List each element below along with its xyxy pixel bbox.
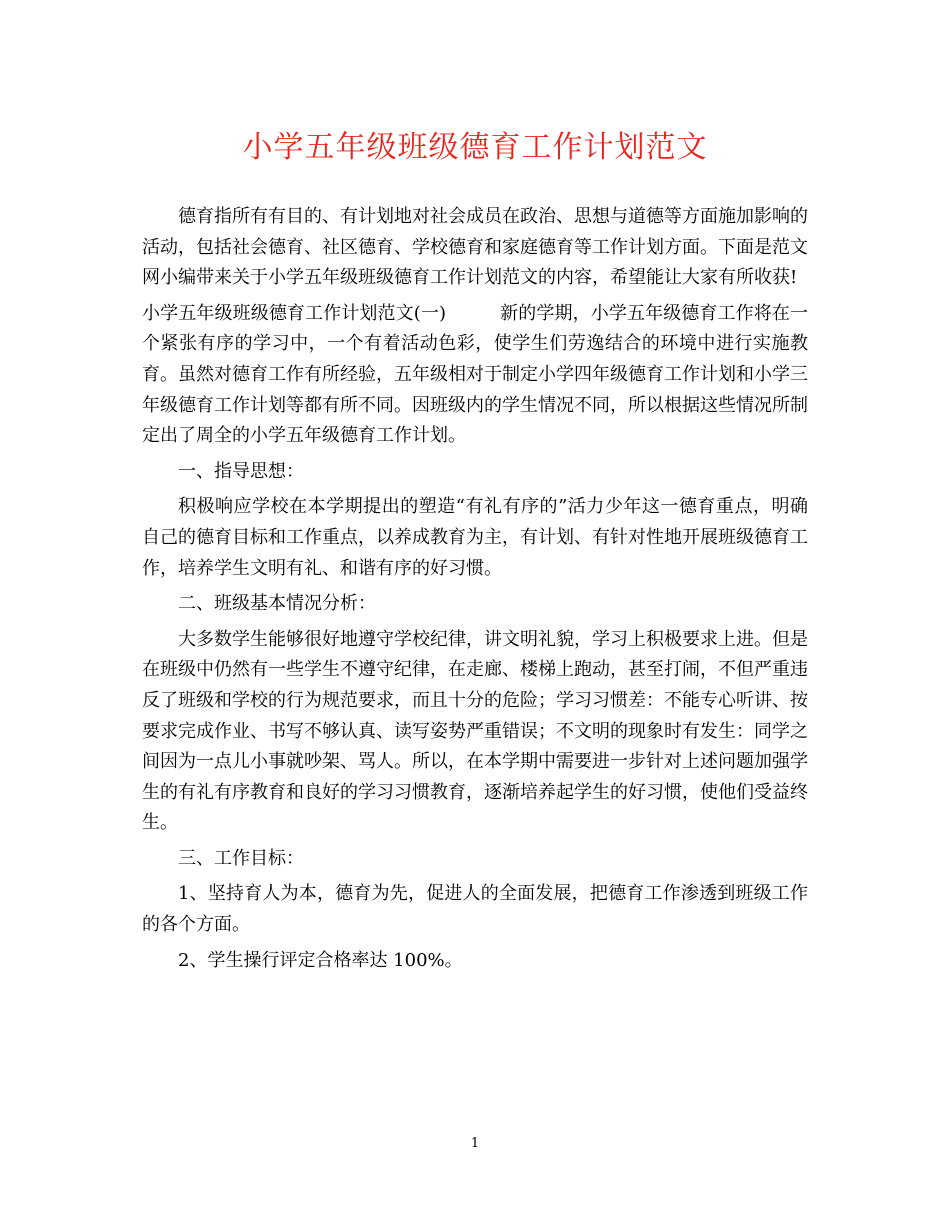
page-number: 1 xyxy=(470,1136,480,1151)
goal-item-1: 1、坚持育人为本，德育为先，促进人的全面发展，把德育工作渗透到班级工作的各个方面。 xyxy=(142,883,808,936)
paragraph-class-analysis: 大多数学生能够很好地遵守学校纪律，讲文明礼貌，学习上积极要求上进。但是在班级中仍然有一些学生不遵守纪律，在走廊、楼梯上跑动，甚至打闹，不但严重违反了班级和学校的行为规范要求，而且十分的危险；学习习惯差：不能专心听讲、按要求完成作业、书写不够认真、读写姿势严重错误；不文明的现象时有发生：同学之间因为一点儿小事就吵架、骂人。所以，在本学期中需要进一步针对上述问题加强学生的有礼有序教育和良好的学习习惯教育，逐渐培养起学生的好习惯，使他们受益终生。 xyxy=(142,628,808,834)
section-text: 新的学期，小学五年级德育工作将在一个紧张有序的学习中，一个有着活动色彩，使学生们劳逸结合的环境中进行实施教育。虽然对德育工作有所经验，五年级相对于制定小学四年级德育工作计划和小学三年级德育工作计划等都有所不同。因班级内的学生情况不同，所以根据这些情况所制定出了周全的小学五年级德育工作计划。 xyxy=(142,302,809,447)
heading-guiding-thought: 一、指导思想： xyxy=(178,460,304,482)
goal-item-2: 2、学生操行评定合格率达 100%。 xyxy=(178,949,463,971)
paragraph-guiding-thought: 积极响应学校在本学期提出的塑造“有礼有序的”活力少年这一德育重点，明确自己的德育目标和工作重点，以养成教育为主，有计划、有针对性地开展班级德育工作，培养学生文明有礼、和谐有序的好习惯。 xyxy=(142,496,808,579)
document-body xyxy=(142,202,808,981)
section-paragraph xyxy=(142,299,808,452)
section-heading: 小学五年级班级德育工作计划范文(一) xyxy=(142,302,447,324)
heading-work-goals: 三、工作目标： xyxy=(178,847,304,869)
heading-class-analysis: 二、班级基本情况分析： xyxy=(178,593,376,615)
intro-paragraph: 德育指所有有目的、有计划地对社会成员在政治、思想与道德等方面施加影响的活动，包括社会德育、社区德育、学校德育和家庭德育等工作计划方面。下面是范文网小编带来关于小学五年级班级德育工作计划范文的内容，希望能让大家有所收获! xyxy=(142,206,808,289)
document-title: 小学五年级班级德育工作计划范文 xyxy=(242,130,708,165)
